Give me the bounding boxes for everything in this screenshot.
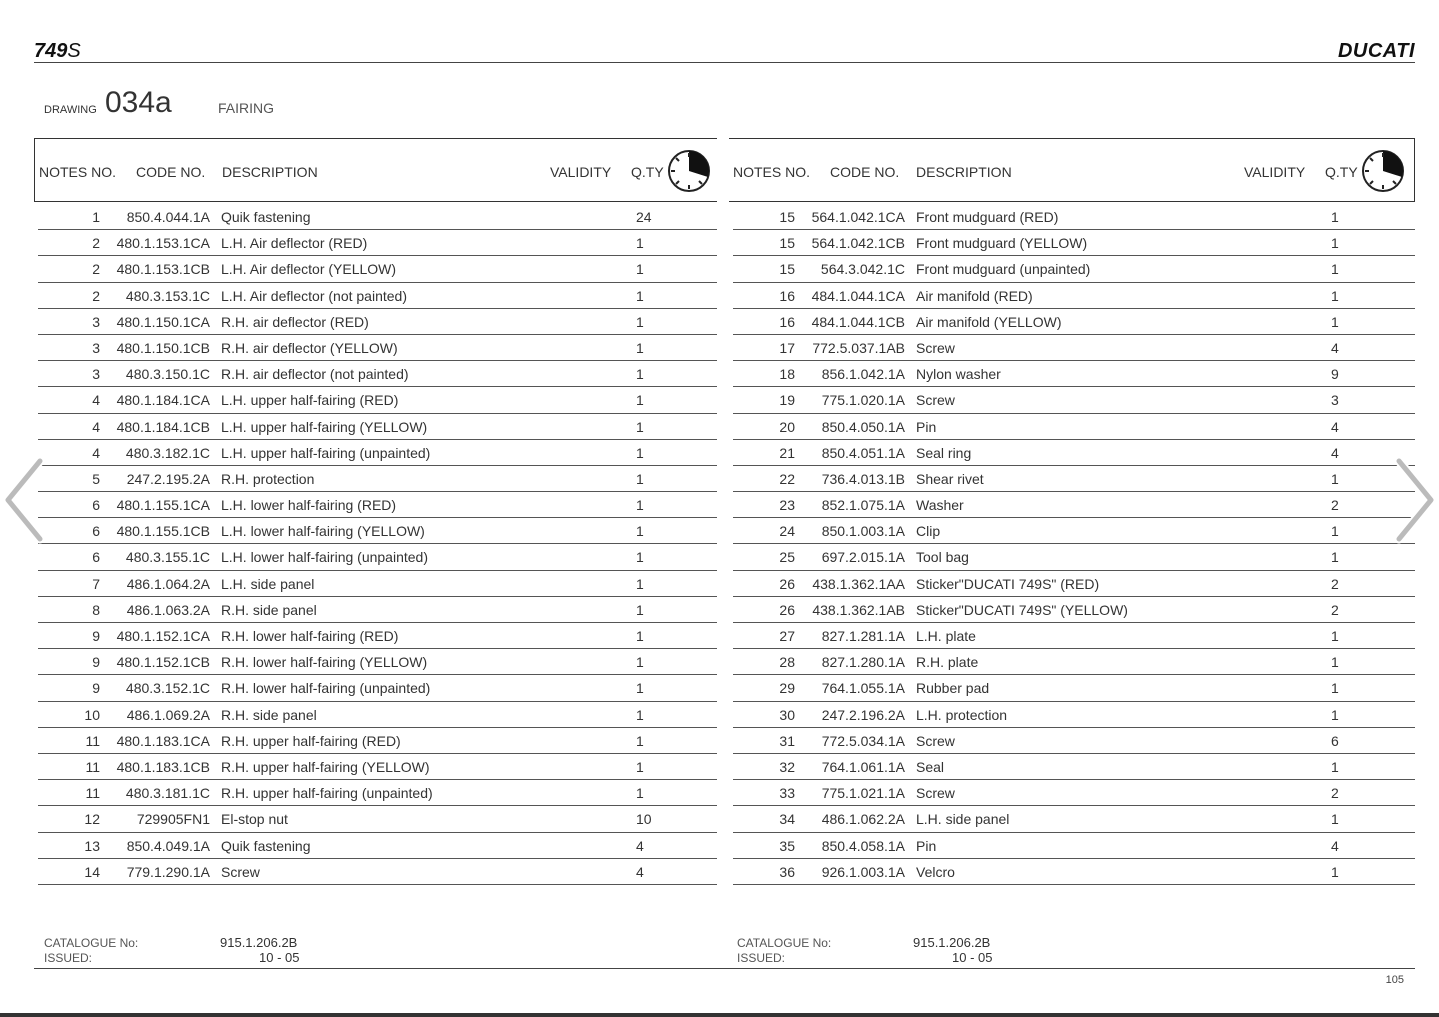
note-number: 28: [779, 654, 795, 671]
table-row: [733, 806, 1415, 832]
description: R.H. air deflector (RED): [221, 313, 369, 330]
note-number: 30: [779, 706, 795, 723]
note-number: 3: [92, 313, 100, 330]
code-number: 480.1.155.1CA: [116, 497, 210, 514]
code-number: 480.1.183.1CB: [116, 758, 210, 775]
description: L.H. side panel: [221, 575, 315, 592]
description: Screw: [916, 339, 955, 356]
code-number: 850.4.058.1A: [821, 837, 905, 854]
code-number: 480.1.153.1CA: [116, 235, 210, 252]
description: Sticker"DUCATI 749S" (YELLOW): [916, 601, 1128, 618]
code-number: 764.1.055.1A: [821, 680, 905, 697]
quantity: 1: [1331, 523, 1339, 540]
quantity: 1: [1331, 313, 1339, 330]
quantity: 4: [1331, 837, 1339, 854]
note-number: 6: [92, 497, 100, 514]
description: Screw: [221, 863, 260, 880]
code-number: 484.1.044.1CB: [811, 313, 905, 330]
note-number: 29: [779, 680, 795, 697]
code-number: 438.1.362.1AB: [812, 601, 905, 618]
code-number: 697.2.015.1A: [821, 549, 905, 566]
note-number: 20: [779, 418, 795, 435]
table-row: [733, 256, 1415, 282]
col-notes: NOTES NO.: [39, 164, 117, 180]
description: Pin: [916, 418, 937, 435]
note-number: 11: [85, 758, 100, 775]
issued-value: 10 - 05: [952, 950, 993, 965]
note-number: 16: [779, 313, 795, 330]
quantity: 1: [636, 732, 644, 749]
code-number: 247.2.196.2A: [821, 706, 905, 723]
code-number: 480.3.181.1C: [125, 785, 210, 802]
col-description: DESCRIPTION: [916, 164, 1012, 180]
code-number: 480.1.152.1CB: [116, 654, 210, 671]
note-number: 6: [92, 549, 100, 566]
description: Rubber pad: [916, 680, 990, 697]
description: R.H. upper half-fairing (unpainted): [221, 785, 433, 802]
description: L.H. upper half-fairing (unpainted): [221, 444, 431, 461]
code-number: 438.1.362.1AA: [812, 575, 905, 592]
table-row: [733, 309, 1415, 335]
code-number: 764.1.061.1A: [821, 758, 905, 775]
note-number: 4: [92, 418, 100, 435]
brand-logo: DUCATI: [1337, 40, 1415, 62]
description: Screw: [916, 785, 955, 802]
quantity: 1: [1331, 758, 1339, 775]
code-number: 564.1.042.1CB: [811, 235, 905, 252]
quantity: 4: [636, 837, 644, 854]
description: L.H. plate: [916, 628, 976, 644]
description: R.H. side panel: [221, 601, 317, 618]
table-row: [733, 518, 1415, 544]
description: R.H. lower half-fairing (RED): [221, 628, 399, 644]
description: Pin: [916, 837, 937, 854]
page-number: 105: [1385, 974, 1404, 986]
code-number: 775.1.020.1A: [821, 392, 905, 409]
code-number: 480.1.150.1CB: [116, 339, 210, 356]
code-number: 772.5.037.1AB: [812, 339, 905, 356]
note-number: 25: [779, 549, 795, 566]
table-row: [38, 309, 717, 335]
description: Shear rivet: [916, 470, 984, 487]
code-number: 564.3.042.1C: [820, 261, 905, 278]
table-row: [38, 728, 717, 754]
table-row: [38, 230, 717, 256]
quantity: 6: [1331, 732, 1339, 749]
code-number: 480.1.152.1CA: [116, 628, 210, 644]
table-row: [38, 283, 717, 309]
description: Sticker"DUCATI 749S" (RED): [916, 575, 1100, 592]
table-row: [38, 256, 717, 282]
quantity: 4: [1331, 444, 1339, 461]
rows-right: [733, 204, 1415, 885]
code-number: 480.1.183.1CA: [116, 732, 210, 749]
note-number: 2: [92, 261, 100, 278]
note-number: 9: [92, 628, 100, 644]
table-row: [733, 283, 1415, 309]
note-number: 15: [779, 235, 795, 252]
code-number: 564.1.042.1CA: [811, 209, 905, 225]
quantity: 1: [636, 470, 644, 487]
code-number: 247.2.195.2A: [126, 470, 210, 487]
quantity: 3: [1331, 392, 1339, 409]
description: R.H. upper half-fairing (YELLOW): [221, 758, 430, 775]
code-number: 850.4.049.1A: [126, 837, 210, 854]
quantity: 1: [1331, 549, 1339, 566]
note-number: 11: [85, 785, 100, 802]
table-row: [38, 544, 717, 570]
code-number: 480.3.152.1C: [125, 680, 210, 697]
code-number: 852.1.075.1A: [821, 497, 905, 514]
note-number: 10: [84, 706, 100, 723]
code-number: 856.1.042.1A: [821, 366, 905, 383]
note-number: 23: [779, 497, 795, 514]
description: L.H. protection: [916, 706, 1008, 723]
note-number: 15: [779, 209, 795, 225]
code-number: 484.1.044.1CA: [811, 287, 905, 304]
chevron-right-icon[interactable]: [1393, 455, 1437, 545]
table-row: [38, 466, 717, 492]
description: R.H. lower half-fairing (unpainted): [221, 680, 431, 697]
description: L.H. Air deflector (RED): [221, 235, 368, 252]
table-row: [733, 335, 1415, 361]
chevron-left-icon[interactable]: [2, 455, 46, 545]
parts-table-left: [34, 138, 717, 880]
quantity: 1: [1331, 235, 1339, 252]
description: Seal ring: [916, 444, 972, 461]
description: Screw: [916, 392, 955, 409]
quantity: 10: [636, 811, 652, 828]
note-number: 21: [779, 444, 795, 461]
quantity: 1: [636, 339, 644, 356]
table-row: [733, 492, 1415, 518]
description: R.H. lower half-fairing (YELLOW): [221, 654, 428, 671]
col-description: DESCRIPTION: [222, 164, 318, 180]
quantity: 1: [1331, 654, 1339, 671]
code-number: 729905FN1: [136, 811, 210, 828]
quantity: 1: [636, 549, 644, 566]
description: L.H. lower half-fairing (YELLOW): [221, 523, 425, 540]
col-qty: Q.TY: [631, 164, 664, 180]
table-row: [733, 833, 1415, 859]
quantity: 4: [1331, 418, 1339, 435]
description: Quik fastening: [221, 837, 311, 854]
note-number: 13: [84, 837, 100, 854]
table-header: [34, 138, 717, 202]
code-number: 772.5.034.1A: [821, 732, 905, 749]
drawing-number: 034a: [105, 86, 172, 119]
description: L.H. lower half-fairing (unpainted): [221, 549, 428, 566]
quantity: 2: [1331, 497, 1339, 514]
description: Washer: [916, 497, 964, 514]
code-number: 486.1.064.2A: [126, 575, 210, 592]
table-row: [733, 414, 1415, 440]
quantity: 1: [1331, 863, 1339, 880]
note-number: 24: [779, 523, 795, 540]
note-number: 31: [779, 732, 795, 749]
table-row: [38, 806, 717, 832]
description: R.H. upper half-fairing (RED): [221, 732, 401, 749]
code-number: 486.1.063.2A: [126, 601, 210, 618]
quantity: 1: [636, 523, 644, 540]
quantity: 1: [1331, 811, 1339, 828]
table-row: [38, 204, 717, 230]
description: L.H. side panel: [916, 811, 1010, 828]
quantity: 1: [1331, 470, 1339, 487]
description: Screw: [916, 732, 955, 749]
note-number: 36: [779, 863, 795, 880]
note-number: 2: [92, 287, 100, 304]
note-number: 32: [779, 758, 795, 775]
quantity: 1: [636, 444, 644, 461]
quantity: 1: [636, 366, 644, 383]
note-number: 22: [779, 470, 795, 487]
quantity: 1: [636, 680, 644, 697]
note-number: 11: [85, 732, 100, 749]
note-number: 5: [92, 470, 100, 487]
table-row: [38, 361, 717, 387]
code-number: 827.1.280.1A: [821, 654, 905, 671]
quantity: 4: [1331, 339, 1339, 356]
catalogue-label: CATALOGUE No:: [737, 936, 832, 950]
table-row: [733, 361, 1415, 387]
table-row: [38, 833, 717, 859]
note-number: 4: [92, 392, 100, 409]
code-number: 480.3.182.1C: [125, 444, 210, 461]
description: Clip: [916, 523, 941, 540]
table-row: [733, 754, 1415, 780]
note-number: 8: [92, 601, 100, 618]
note-number: 34: [779, 811, 795, 828]
note-number: 14: [84, 863, 100, 880]
bottom-bar: [0, 1013, 1439, 1017]
quantity: 9: [1331, 366, 1339, 383]
table-row: [733, 204, 1415, 230]
quantity: 1: [636, 287, 644, 304]
code-number: 850.4.044.1A: [126, 209, 210, 225]
table-row: [733, 544, 1415, 570]
table-row: [733, 859, 1415, 885]
quantity: 4: [636, 863, 644, 880]
parts-table-right: [729, 138, 1415, 880]
issued-value: 10 - 05: [259, 950, 300, 965]
table-row: [38, 387, 717, 413]
quantity: 2: [1331, 601, 1339, 618]
issued-label: ISSUED:: [44, 951, 93, 965]
issued-label: ISSUED:: [737, 951, 786, 965]
code-number: 850.4.050.1A: [821, 418, 905, 435]
description: R.H. protection: [221, 470, 315, 487]
table-row: [733, 466, 1415, 492]
drawing-title: FAIRING: [218, 100, 275, 116]
description: L.H. upper half-fairing (RED): [221, 392, 399, 409]
code-number: 480.1.184.1CB: [116, 418, 210, 435]
note-number: 4: [92, 444, 100, 461]
description: El-stop nut: [221, 811, 288, 828]
quantity: 1: [1331, 209, 1339, 225]
description: R.H. plate: [916, 654, 979, 671]
quantity: 1: [1331, 261, 1339, 278]
code-number: 480.1.150.1CA: [116, 313, 210, 330]
rows-left: [38, 204, 717, 885]
table-row: [38, 335, 717, 361]
col-validity: VALIDITY: [1244, 164, 1306, 180]
table-row: [38, 518, 717, 544]
quantity: 1: [1331, 287, 1339, 304]
catalogue-label: CATALOGUE No:: [44, 936, 139, 950]
quantity: 1: [636, 575, 644, 592]
code-number: 480.1.153.1CB: [116, 261, 210, 278]
table-row: [733, 649, 1415, 675]
table-row: [733, 440, 1415, 466]
table-row: [733, 230, 1415, 256]
quantity: 1: [636, 758, 644, 775]
note-number: 2: [92, 235, 100, 252]
table-row: [38, 571, 717, 597]
quantity: 1: [636, 392, 644, 409]
note-number: 33: [779, 785, 795, 802]
quantity: 1: [636, 235, 644, 252]
model-main: 749: [34, 40, 68, 62]
table-row: [733, 387, 1415, 413]
table-row: [38, 649, 717, 675]
table-row: [38, 440, 717, 466]
clock-icon: [667, 149, 711, 193]
footer-divider: [34, 968, 1415, 969]
table-row: [733, 675, 1415, 701]
note-number: 15: [779, 261, 795, 278]
description: Front mudguard (unpainted): [916, 261, 1091, 278]
code-number: 480.3.153.1C: [125, 287, 210, 304]
catalogue-value: 915.1.206.2B: [913, 935, 991, 950]
code-number: 480.3.150.1C: [125, 366, 210, 383]
quantity: 1: [636, 261, 644, 278]
col-notes: NOTES NO.: [733, 164, 811, 180]
table-row: [733, 728, 1415, 754]
description: Seal: [916, 758, 945, 775]
table-row: [38, 414, 717, 440]
note-number: 6: [92, 523, 100, 540]
model-suffix: S: [67, 40, 81, 62]
description: Nylon washer: [916, 366, 1001, 383]
description: Tool bag: [916, 549, 969, 566]
note-number: 17: [779, 339, 795, 356]
table-row: [38, 859, 717, 885]
note-number: 35: [779, 837, 795, 854]
note-number: 7: [92, 575, 100, 592]
note-number: 3: [92, 339, 100, 356]
code-number: 779.1.290.1A: [126, 863, 210, 880]
note-number: 9: [92, 654, 100, 671]
note-number: 19: [779, 392, 795, 409]
description: L.H. upper half-fairing (YELLOW): [221, 418, 428, 435]
table-header: [729, 138, 1415, 202]
model-name: [34, 40, 81, 63]
note-number: 1: [92, 209, 100, 225]
description: L.H. lower half-fairing (RED): [221, 497, 397, 514]
catalogue-value: 915.1.206.2B: [220, 935, 298, 950]
note-number: 3: [92, 366, 100, 383]
quantity: 1: [636, 418, 644, 435]
code-number: 926.1.003.1A: [821, 863, 905, 880]
table-row: [38, 597, 717, 623]
description: R.H. air deflector (not painted): [221, 366, 409, 383]
quantity: 2: [1331, 575, 1339, 592]
drawing-label: DRAWING: [44, 104, 97, 116]
quantity: 1: [636, 706, 644, 723]
description: L.H. Air deflector (not painted): [221, 287, 407, 304]
description: L.H. Air deflector (YELLOW): [221, 261, 397, 278]
col-code: CODE NO.: [136, 164, 206, 180]
table-row: [38, 754, 717, 780]
quantity: 1: [1331, 680, 1339, 697]
description: R.H. side panel: [221, 706, 317, 723]
code-number: 480.3.155.1C: [125, 549, 210, 566]
note-number: 27: [779, 628, 795, 644]
quantity: 1: [636, 497, 644, 514]
quantity: 1: [636, 601, 644, 618]
code-number: 486.1.069.2A: [126, 706, 210, 723]
table-row: [733, 571, 1415, 597]
description: Front mudguard (RED): [916, 209, 1059, 225]
clock-icon: [1361, 149, 1405, 193]
code-number: 775.1.021.1A: [821, 785, 905, 802]
quantity: 24: [636, 209, 652, 225]
code-number: 736.4.013.1B: [821, 470, 905, 487]
description: R.H. air deflector (YELLOW): [221, 339, 398, 356]
col-validity: VALIDITY: [550, 164, 612, 180]
description: Air manifold (RED): [916, 287, 1033, 304]
quantity: 1: [636, 628, 644, 644]
code-number: 480.1.155.1CB: [116, 523, 210, 540]
quantity: 1: [1331, 706, 1339, 723]
col-qty: Q.TY: [1325, 164, 1358, 180]
note-number: 26: [779, 575, 795, 592]
quantity: 1: [636, 654, 644, 671]
quantity: 1: [636, 313, 644, 330]
quantity: 1: [1331, 628, 1339, 644]
code-number: 850.4.051.1A: [821, 444, 905, 461]
quantity: 1: [636, 785, 644, 802]
note-number: 9: [92, 680, 100, 697]
col-code: CODE NO.: [830, 164, 900, 180]
description: Front mudguard (YELLOW): [916, 235, 1088, 252]
code-number: 486.1.062.2A: [821, 811, 905, 828]
note-number: 12: [84, 811, 100, 828]
description: Quik fastening: [221, 209, 311, 225]
code-number: 480.1.184.1CA: [116, 392, 210, 409]
table-row: [38, 675, 717, 701]
table-row: [38, 780, 717, 806]
description: Velcro: [916, 863, 955, 880]
table-row: [38, 492, 717, 518]
header-divider: [34, 62, 1415, 63]
code-number: 850.1.003.1A: [821, 523, 905, 540]
note-number: 18: [779, 366, 795, 383]
table-row: [733, 702, 1415, 728]
code-number: 827.1.281.1A: [821, 628, 905, 644]
table-row: [38, 702, 717, 728]
table-row: [733, 597, 1415, 623]
note-number: 16: [779, 287, 795, 304]
table-row: [733, 780, 1415, 806]
table-row: [733, 623, 1415, 649]
table-row: [38, 623, 717, 649]
note-number: 26: [779, 601, 795, 618]
quantity: 2: [1331, 785, 1339, 802]
description: Air manifold (YELLOW): [916, 313, 1062, 330]
